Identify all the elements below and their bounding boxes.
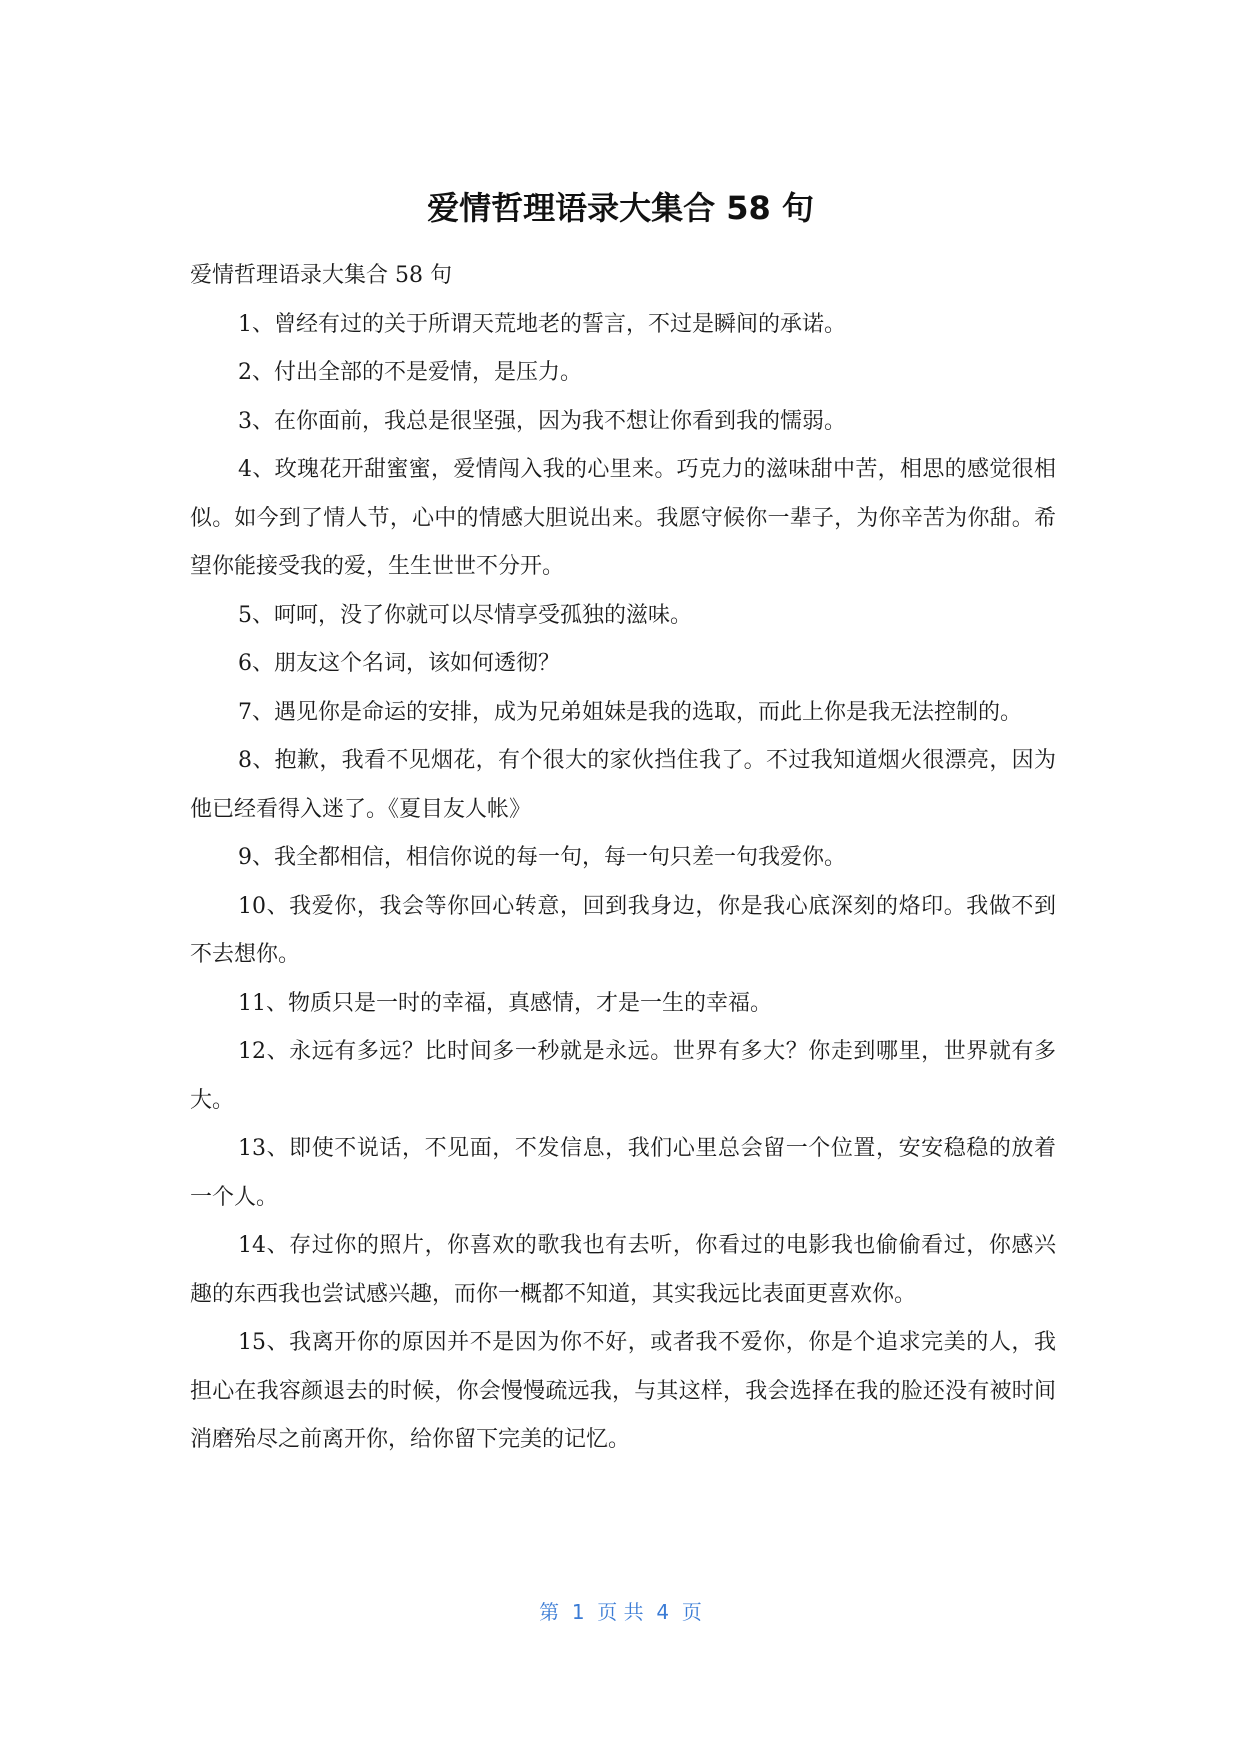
quote-paragraph: 1、曾经有过的关于所谓天荒地老的誓言，不过是瞬间的承诺。	[238, 311, 846, 337]
quote-paragraph: 6、朋友这个名词，该如何透彻？	[238, 651, 560, 676]
quote-paragraph: 5、呵呵，没了你就可以尽情享受孤独的滋味。	[238, 602, 692, 628]
quote-paragraph: 3、在你面前，我总是很坚强，因为我不想让你看到我的懦弱。	[238, 408, 846, 434]
page-number-footer: 第 1 页 共 4 页	[539, 1600, 702, 1624]
quote-paragraph: 15、我离开你的原因并不是因为你不好，或者我不爱你，你是个追求完美的人，我担心在我容颜退去的时候，你会慢慢疏远我，与其这样，我会选择在我的脸还没有被时间消磨殆尽之前离开你，给你留下完美的记忆。	[190, 1330, 1056, 1452]
quote-paragraph: 13、即使不说话，不见面，不发信息，我们心里总会留一个位置，安安稳稳的放着一个人。	[190, 1136, 1056, 1210]
quote-paragraph: 11、物质只是一时的幸福，真感情，才是一生的幸福。	[238, 990, 772, 1016]
quote-paragraph: 10、我爱你，我会等你回心转意，回到我身边，你是我心底深刻的烙印。我做不到不去想你。	[190, 893, 1056, 967]
quote-paragraph: 2、付出全部的不是爱情，是压力。	[238, 360, 582, 385]
quote-paragraph: 14、存过你的照片，你喜欢的歌我也有去听，你看过的电影我也偷偷看过，你感兴趣的东西我也尝试感兴趣，而你一概都不知道，其实我远比表面更喜欢你。	[190, 1233, 1056, 1307]
quote-paragraph: 9、我全都相信，相信你说的每一句，每一句只差一句我爱你。	[238, 845, 846, 870]
document-subtitle: 爱情哲理语录大集合 58 句	[190, 263, 452, 288]
quote-paragraph: 8、抱歉，我看不见烟花，有个很大的家伙挡住我了。不过我知道烟火很漂亮，因为他已经看得入迷了。《夏目友人帐》	[190, 748, 1056, 822]
quote-paragraph: 4、玫瑰花开甜蜜蜜，爱情闯入我的心里来。巧克力的滋味甜中苦，相思的感觉很相似。如今到了情人节，心中的情感大胆说出来。我愿守候你一辈子，为你辛苦为你甜。希望你能接受我的爱，生生世世不分开。	[190, 457, 1056, 579]
quote-paragraph: 7、遇见你是命运的安排，成为兄弟姐妹是我的选取，而此上你是我无法控制的。	[238, 699, 1022, 725]
document-title: 爱情哲理语录大集合 58 句	[427, 189, 814, 227]
document-body	[190, 252, 1056, 1465]
quote-paragraph: 12、永远有多远？比时间多一秒就是永远。世界有多大？你走到哪里，世界就有多大。	[190, 1039, 1056, 1113]
